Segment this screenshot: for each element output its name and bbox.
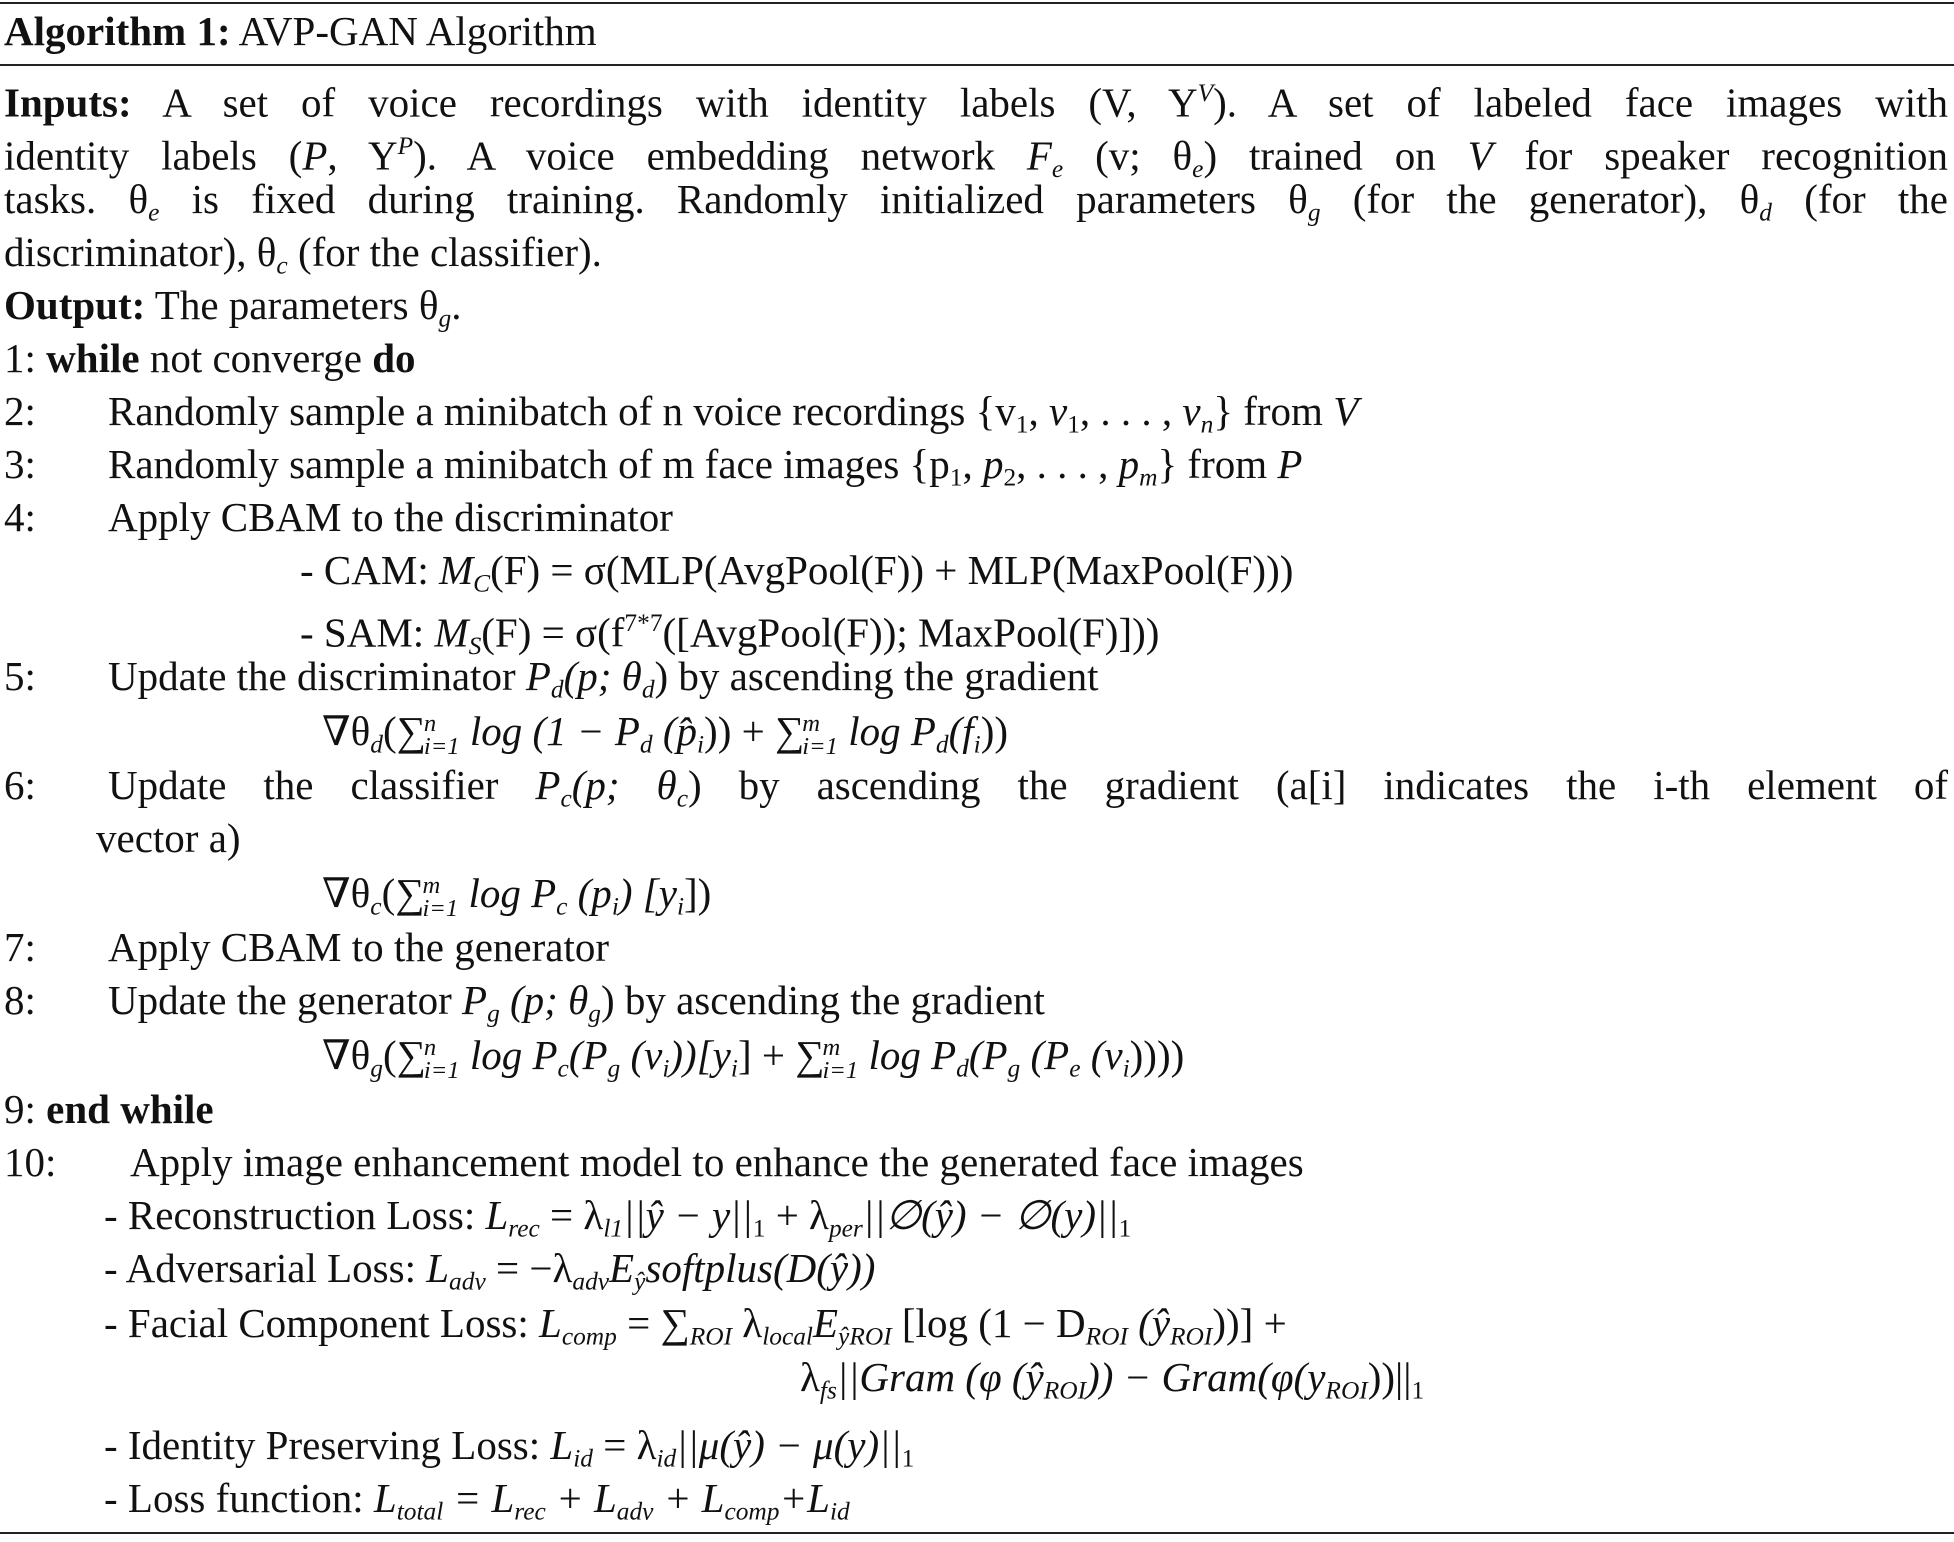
s6-eq-isub2: i <box>676 892 684 921</box>
comp2-sub4: 1 <box>1411 1376 1425 1405</box>
s5-eq-isub: i <box>696 730 705 759</box>
step-5-text-c: ) by ascending the gradient <box>654 653 1099 699</box>
step-6-equation <box>322 868 712 922</box>
s6-eq-c: log P <box>458 870 557 916</box>
step-8-equation <box>322 1030 1185 1084</box>
step-8 <box>4 975 36 1025</box>
step-5-text-a: Update the discriminator <box>108 653 526 699</box>
output-end: . <box>451 282 462 328</box>
id-label: - Identity Preserving Loss: <box>104 1422 551 1468</box>
adv-L: L <box>426 1245 450 1291</box>
s8-eq-h: log P <box>858 1032 957 1078</box>
step-8-num: 8: <box>4 977 36 1023</box>
inputs-text-3a: tasks. θ <box>4 176 149 222</box>
step-10-body <box>130 1137 1304 1187</box>
s5-eq-f: log P <box>837 708 936 754</box>
tot-b: = L <box>443 1475 515 1521</box>
output-sub: g <box>438 304 452 333</box>
adv-label: - Adversarial Loss: <box>104 1245 427 1291</box>
step-6-text-c: ) by ascending the gradient (a[i] indicates the i-th element of <box>687 762 1949 808</box>
rec-c: ||ŷ − y|| <box>623 1192 753 1238</box>
step-6-num: 6: <box>4 762 36 808</box>
step-6-text-b: (p; θ <box>571 762 677 808</box>
inputs-line-3 <box>4 174 1948 227</box>
id-c: ||μ(ŷ) − μ(y)|| <box>676 1422 902 1468</box>
rec-sub4: 1 <box>1118 1214 1132 1243</box>
step-4-sam <box>300 598 1160 660</box>
step-4-body <box>108 492 673 542</box>
comp2-sub1: fs <box>819 1376 837 1405</box>
s8-eq-dsub: d <box>956 1054 969 1083</box>
step-8-th-sub: g <box>588 999 601 1028</box>
s5-eq-dsub2: d <box>935 730 949 759</box>
s5-sum2-lo: i=1 <box>802 732 838 760</box>
step-9-kw-end-while: end while <box>46 1086 214 1132</box>
step-8-P: P <box>462 977 488 1023</box>
comp-sub2: local <box>762 1322 813 1351</box>
s8-eq-isub3: i <box>1122 1054 1130 1083</box>
step-9-num: 9: <box>4 1086 36 1132</box>
step-5-text-b: (p; θ <box>563 653 642 699</box>
step-1-num: 1: <box>4 335 36 381</box>
inputs-text-4b: (for the classifier). <box>287 229 602 275</box>
comp2-sub2: ROI <box>1043 1376 1087 1405</box>
tot-sub1: rec <box>514 1497 546 1526</box>
step-2-body: Randomly sample a minibatch of n voice recordings {v1, v1, . . . , $v_n$} from V <box>108 388 1359 439</box>
comp-sub3: ŷROI <box>838 1322 892 1351</box>
step-4-cam <box>300 545 1294 598</box>
cam-formula: (F) = σ(MLP(AvgPool(F)) + MLP(MaxPool(F))) <box>490 547 1294 593</box>
comp-sub1: ROI <box>689 1322 733 1351</box>
comp-c: λ <box>732 1300 763 1346</box>
s8-eq-b: (∑ <box>382 1032 426 1078</box>
s8-eq-e: (v <box>620 1032 663 1078</box>
step-5-th-sub: d <box>641 675 655 704</box>
rec-b: = λ <box>539 1192 604 1238</box>
step-8-body <box>108 975 1045 1028</box>
inputs-text-2P: P <box>302 132 328 179</box>
s5-eq-a: ∇θ <box>322 708 371 754</box>
inputs-sub-2th: e <box>1192 154 1204 183</box>
rec-d: + λ <box>765 1192 829 1238</box>
adv-b: = −λ <box>485 1245 573 1291</box>
inputs-line-2 <box>4 121 1949 183</box>
s5-eq-isub2: i <box>973 730 981 759</box>
s5-eq-h: )) <box>980 708 1009 754</box>
inputs-text-2f: for speaker recognition <box>1492 132 1949 179</box>
s6-sum-limits <box>422 872 459 922</box>
identity-preserving-loss <box>104 1420 915 1473</box>
s5-sum1-lo: i=1 <box>423 732 460 760</box>
s8-sum1-lo: i=1 <box>423 1056 460 1084</box>
step-5-P: P <box>525 653 551 699</box>
cam-M-sub: C <box>473 569 491 598</box>
id-L-sub: id <box>573 1444 593 1473</box>
step-9 <box>4 1084 214 1134</box>
step-3-sub-2: 2 <box>1003 463 1017 492</box>
reconstruction-loss <box>104 1190 1132 1243</box>
step-7 <box>4 922 36 972</box>
sam-label: - SAM: <box>300 609 435 656</box>
inputs-text-2d: (v; θ <box>1063 132 1193 179</box>
tot-sub3: comp <box>724 1497 780 1526</box>
inputs-text-2c: ). A voice embedding network <box>413 132 1027 179</box>
comp2-a: λ <box>800 1354 820 1400</box>
s8-eq-c: log P <box>459 1032 558 1078</box>
tot-sub4: id <box>829 1497 850 1526</box>
comp-g: ))] + <box>1212 1300 1287 1346</box>
inputs-line-4 <box>4 227 602 280</box>
step-8-text-b: (p; θ <box>499 977 589 1023</box>
s5-eq-d: (p̂ <box>652 708 697 754</box>
output-text: The parameters θ <box>154 282 439 328</box>
s6-eq-isub: i <box>611 892 619 921</box>
step-2 <box>4 386 36 436</box>
id-sub1: id <box>656 1444 677 1473</box>
inputs-text-3c: (for the generator), θ <box>1320 176 1760 222</box>
step-2-sub-n: n <box>1200 410 1214 439</box>
step-1-kw-do: do <box>372 335 416 381</box>
step-1-text: not converge <box>149 335 373 381</box>
s8-eq-gsub: g <box>607 1054 621 1083</box>
comp-sub5: ROI <box>1170 1322 1213 1351</box>
total-loss <box>104 1473 850 1526</box>
step-5 <box>4 651 36 701</box>
inputs-text-4a: discriminator), θ <box>4 229 277 275</box>
step-2-end: } from <box>1213 388 1334 434</box>
adv-sub2: ŷ <box>634 1267 646 1296</box>
step-3-sub-1: 1 <box>949 463 963 492</box>
step-7-text: Apply CBAM to the generator <box>108 924 610 970</box>
s8-sum2-up: m <box>822 1034 841 1062</box>
s8-sum2-limits <box>822 1034 859 1084</box>
s8-eq-sub: g <box>370 1054 383 1083</box>
step-6-text-a: Update the classifier <box>108 762 536 808</box>
step-6-P-sub: c <box>560 784 572 813</box>
step-6-body <box>108 760 1949 813</box>
step-3-sub-m: m <box>1139 463 1158 492</box>
rec-sub1: l1 <box>603 1214 624 1243</box>
s8-sum1-limits <box>423 1034 460 1084</box>
s8-eq-isub2: i <box>730 1054 738 1083</box>
header-rule <box>0 64 1954 66</box>
adv-sub1: adv <box>572 1267 610 1296</box>
facial-component-loss <box>104 1298 1287 1351</box>
step-7-body <box>108 922 609 972</box>
rec-label: - Reconstruction Loss: <box>104 1192 486 1238</box>
inputs-line-1 <box>4 68 1948 126</box>
s5-sum2-limits <box>802 710 838 760</box>
inputs-label: Inputs: <box>4 79 132 126</box>
bottom-rule <box>0 1532 1954 1534</box>
s6-eq-csub: c <box>556 892 568 921</box>
s8-eq-isub: i <box>662 1054 670 1083</box>
comp-sub4: ROI <box>1085 1322 1128 1351</box>
adversarial-loss <box>104 1243 876 1296</box>
s8-eq-gsub2: g <box>1007 1054 1021 1083</box>
step-5-num: 5: <box>4 653 36 699</box>
inputs-sub-3b: g <box>1307 198 1321 227</box>
sam-sup: 7*7 <box>624 609 663 637</box>
s5-eq-sub: d <box>370 730 383 759</box>
step-8-text-a: Update the generator <box>108 977 463 1023</box>
step-3-body: Randomly sample a minibatch of m face images {p1, p2, . . . , $p_m$} from P <box>108 441 1303 492</box>
rec-L: L <box>485 1192 509 1238</box>
s6-eq-b: (∑ <box>381 870 425 916</box>
adv-d: softplus(D(ŷ)) <box>645 1245 876 1291</box>
step-6-th-sub: c <box>676 784 688 813</box>
rec-sub2: 1 <box>752 1214 766 1243</box>
tot-d: + L <box>653 1475 725 1521</box>
s6-sum-up: m <box>422 872 441 900</box>
cam-label: - CAM: <box>300 547 439 593</box>
tot-label: - Loss function: <box>104 1475 374 1521</box>
step-3-end: } from <box>1157 441 1278 487</box>
s6-eq-sub: c <box>370 892 382 921</box>
step-5-body <box>108 651 1099 704</box>
s8-eq-g: ] + ∑ <box>737 1032 825 1078</box>
step-4-num: 4: <box>4 494 36 540</box>
step-6-P: P <box>535 762 561 808</box>
tot-sub2: adv <box>616 1497 654 1526</box>
s6-eq-e: ) [y <box>618 870 677 916</box>
s8-eq-d: (P <box>568 1032 608 1078</box>
tot-L-sub: total <box>396 1497 444 1526</box>
comp2-d: ))|| <box>1367 1354 1412 1400</box>
inputs-sub-2F: e <box>1051 154 1064 183</box>
adv-L-sub: adv <box>449 1267 486 1296</box>
sam-formula-b: ([AvgPool(F)); MaxPool(F)])) <box>662 609 1160 656</box>
tot-L: L <box>373 1475 397 1521</box>
comp-b: = ∑ <box>616 1300 690 1346</box>
s8-sum1-up: n <box>423 1034 437 1062</box>
s8-eq-esub: e <box>1069 1054 1081 1083</box>
comp-e: [log (1 − D <box>891 1300 1086 1346</box>
inputs-sub-3a: e <box>148 198 160 227</box>
s5-eq-e: )) + ∑ <box>704 708 805 754</box>
inputs-sub-4: c <box>276 251 288 280</box>
tot-e: +L <box>779 1475 830 1521</box>
inputs-text-2a: identity labels ( <box>4 132 303 179</box>
adv-c: E <box>609 1245 635 1291</box>
id-L: L <box>550 1422 574 1468</box>
algorithm-title: AVP-GAN Algorithm <box>238 8 597 54</box>
inputs-text-1: A set of voice recordings with identity labels (V, Y <box>162 79 1198 126</box>
step-3-num: 3: <box>4 441 36 487</box>
inputs-sup-1: V <box>1197 79 1214 107</box>
inputs-text-2F: F <box>1026 132 1052 179</box>
inputs-sub-3c: d <box>1759 198 1772 227</box>
s8-eq-f: ))[y <box>669 1032 731 1078</box>
step-2-text: Randomly sample a minibatch of n voice recordings {v <box>108 388 1016 434</box>
step-2-sub-1: 1 <box>1015 410 1029 439</box>
id-b: = λ <box>592 1422 657 1468</box>
step-1 <box>4 333 416 383</box>
comp2-sub3: ROI <box>1325 1376 1368 1405</box>
sam-M: M <box>434 609 469 656</box>
s8-eq-a: ∇θ <box>322 1032 371 1078</box>
comp-L: L <box>539 1300 562 1346</box>
inputs-text-2e: ) trained on <box>1203 132 1468 179</box>
comp-L-sub: comp <box>561 1322 617 1351</box>
sam-formula-a: (F) = σ(f <box>481 609 625 656</box>
step-10-num: 10: <box>4 1139 57 1185</box>
algorithm-label: Algorithm 1: <box>4 8 231 54</box>
tot-c: + L <box>545 1475 617 1521</box>
cam-M: M <box>438 547 474 593</box>
step-2-num: 2: <box>4 388 36 434</box>
s8-sum2-lo: i=1 <box>822 1056 859 1084</box>
step-3-P: P <box>1277 441 1303 487</box>
output-line <box>4 280 462 333</box>
step-3 <box>4 439 36 489</box>
step-6 <box>4 760 36 810</box>
step-5-equation <box>322 706 1009 760</box>
comp-label: - Facial Component Loss: <box>104 1300 540 1346</box>
s8-eq-l: )))) <box>1129 1032 1185 1078</box>
comp-f: (ŷ <box>1127 1300 1171 1346</box>
step-6-cont: vector a) <box>96 815 241 861</box>
step-10-text: Apply image enhancement model to enhance the generated face images <box>130 1139 1304 1185</box>
step-8-P-sub: g <box>487 999 500 1028</box>
step-3-text: Randomly sample a minibatch of m face images {p <box>108 441 950 487</box>
comp2-c: )) − Gram(φ(y <box>1086 1354 1326 1400</box>
step-6-continuation <box>96 813 241 863</box>
algorithm-header <box>4 6 597 56</box>
comp-d: E <box>813 1300 839 1346</box>
rec-sub3: per <box>828 1214 863 1243</box>
step-8-text-c: ) by ascending the gradient <box>600 977 1045 1023</box>
comp2-b: ||Gram (φ (ŷ <box>836 1354 1044 1400</box>
s8-eq-csub: c <box>557 1054 569 1083</box>
facial-component-loss-cont <box>800 1352 1425 1405</box>
step-5-P-sub: d <box>550 675 564 704</box>
step-4 <box>4 492 36 542</box>
step-2-sub-1b: 1 <box>1067 410 1080 439</box>
s5-eq-g: (f <box>948 708 974 754</box>
top-rule <box>0 2 1954 4</box>
s8-eq-j: (P <box>1020 1032 1070 1078</box>
s5-sum1-up: n <box>423 710 437 738</box>
output-label: Output: <box>4 282 146 328</box>
step-2-V: V <box>1333 388 1359 434</box>
s6-eq-d: (p <box>567 870 612 916</box>
s6-sum-lo: i=1 <box>422 894 459 922</box>
step-7-num: 7: <box>4 924 36 970</box>
s8-eq-k: (v <box>1080 1032 1123 1078</box>
inputs-sup-2: P <box>397 132 414 160</box>
inputs-text-3b: is fixed during training. Randomly initialized parameters θ <box>159 176 1308 222</box>
s5-eq-b: (∑ <box>382 708 426 754</box>
inputs-text-1-end: ). A set of labeled face images with <box>1213 79 1948 126</box>
rec-L-sub: rec <box>508 1214 540 1243</box>
inputs-text-3d: (for the <box>1772 176 1948 222</box>
step-10 <box>4 1137 56 1187</box>
s8-eq-i: (P <box>968 1032 1008 1078</box>
sam-M-sub: S <box>468 631 482 660</box>
step-1-kw-while: while <box>46 335 140 381</box>
s5-eq-c: log (1 − P <box>459 708 640 754</box>
step-4-text: Apply CBAM to the discriminator <box>108 494 673 540</box>
id-sub2: 1 <box>901 1444 915 1473</box>
inputs-text-2b: , Y <box>327 132 398 179</box>
inputs-text-2V: V <box>1467 132 1493 179</box>
s6-eq-f: ]) <box>684 870 712 916</box>
s5-eq-dsub: d <box>639 730 653 759</box>
rec-e: ||∅(ŷ) − ∅(y)|| <box>862 1192 1119 1238</box>
s5-sum2-up: m <box>802 710 820 738</box>
s5-sum1-limits <box>423 710 460 760</box>
s6-eq-a: ∇θ <box>322 870 371 916</box>
